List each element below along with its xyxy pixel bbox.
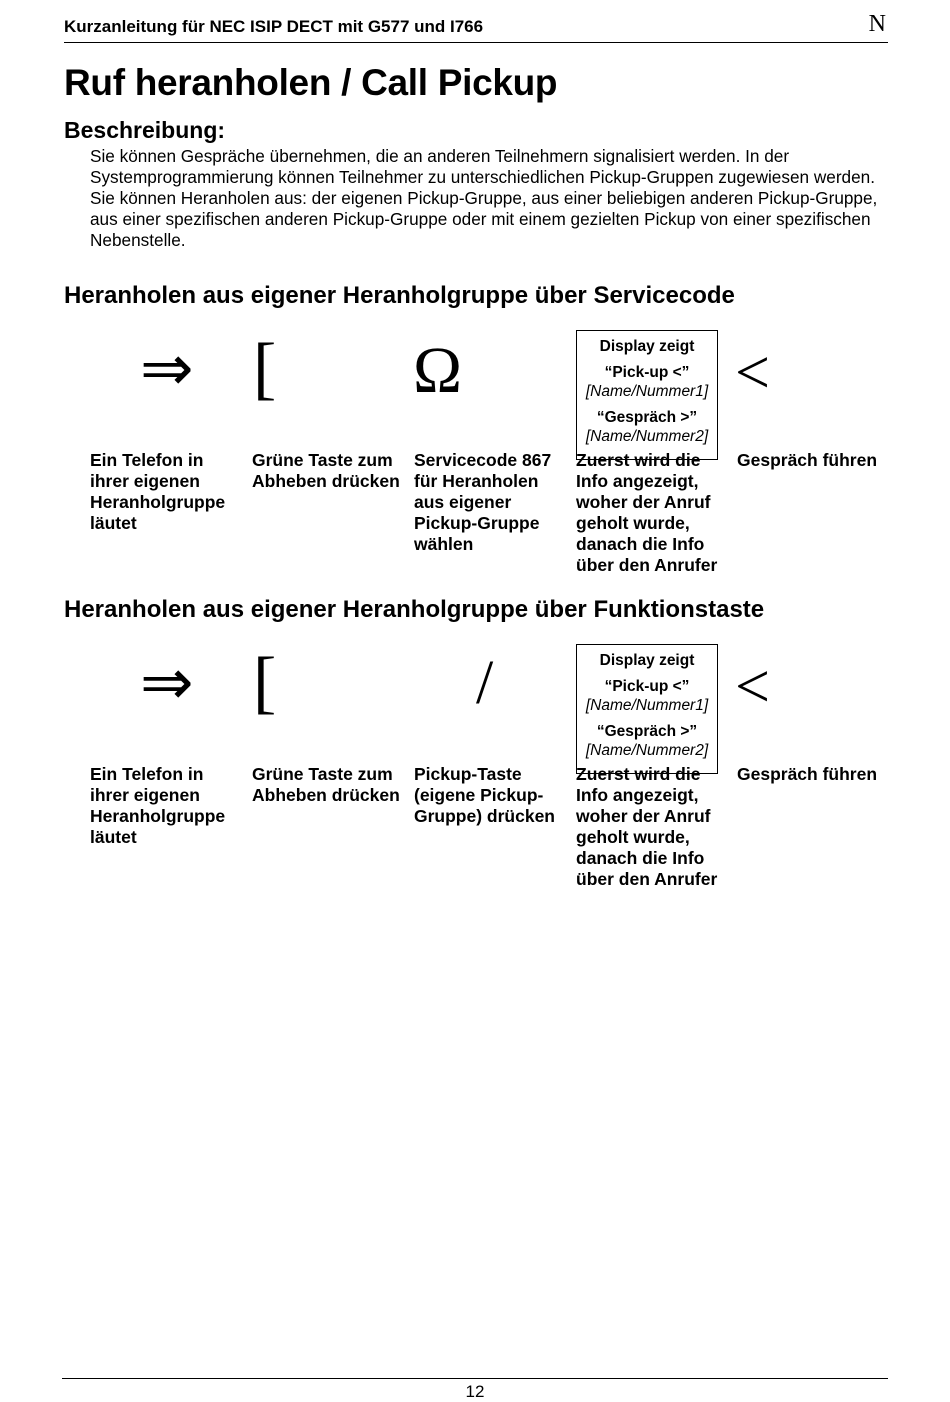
talk-icon: < — [735, 653, 770, 721]
display-name2: [Name/Nummer2] — [585, 742, 709, 759]
display-line-pickup: “Pick-up <” — [604, 364, 690, 381]
ringing-arrow-icon: ⇒ — [140, 646, 194, 720]
step-caption: Pickup-Taste (eigene Pickup-Gruppe) drücken — [414, 764, 555, 826]
page-title: Ruf heranholen / Call Pickup — [64, 62, 558, 103]
green-key-icon: [ — [253, 644, 277, 721]
talk-icon: < — [735, 339, 770, 407]
display-line-pickup: “Pick-up <” — [604, 678, 690, 695]
header-title: Kurzanleitung für NEC ISIP DECT mit G577 und I766 — [64, 17, 484, 36]
display-title: Display zeigt — [599, 338, 695, 355]
step-caption: Ein Telefon in ihrer eigenen Heranholgruppe läutet — [90, 450, 226, 533]
step-caption: Zuerst wird die Info angezeigt, woher der Anruf geholt wurde, danach die Info über den Anrufer — [576, 764, 718, 889]
display-name1: [Name/Nummer1] — [585, 697, 709, 714]
green-key-icon: [ — [253, 330, 277, 407]
description-text: Sie können Gespräche übernehmen, die an anderen Teilnehmern signalisiert werden. In der Systemprogrammierung können Teilnehmer zu unterschiedlichen Pickup-Gruppen zugewiesen werden. Sie können Heranholen aus: der eigenen Pickup-Gruppe, aus einer beliebigen anderen Pickup-Gruppe, aus einer spezifischen anderen Pickup-Gruppe oder mit einem gezielten Pickup von einer spezifischen Nebenstelle. — [90, 146, 878, 250]
step-caption: Gespräch führen — [737, 450, 878, 470]
section-title-servicecode: Heranholen aus eigener Heranholgruppe über Servicecode — [64, 282, 735, 309]
section-title-funktionstaste: Heranholen aus eigener Heranholgruppe über Funktionstaste — [64, 596, 765, 623]
pickup-key-icon: / — [476, 649, 494, 717]
display-line-gespraech: “Gespräch >” — [596, 723, 698, 740]
page-number: 12 — [465, 1382, 485, 1401]
display-name1: [Name/Nummer1] — [585, 383, 709, 400]
display-box — [576, 644, 718, 774]
ringing-arrow-icon: ⇒ — [140, 332, 194, 406]
step-caption: Ein Telefon in ihrer eigenen Heranholgruppe läutet — [90, 764, 226, 847]
display-box — [576, 330, 718, 460]
step-caption: Servicecode 867 für Heranholen aus eigener Pickup-Gruppe wählen — [414, 450, 552, 554]
display-title: Display zeigt — [599, 652, 695, 669]
servicecode-icon: Ω — [413, 334, 463, 407]
page-header — [64, 11, 888, 43]
footer-divider — [62, 1378, 888, 1379]
display-line-gespraech: “Gespräch >” — [596, 409, 698, 426]
step-caption: Grüne Taste zum Abheben drücken — [252, 764, 400, 805]
header-mark: N — [868, 11, 886, 37]
description-heading: Beschreibung: — [64, 117, 226, 143]
display-name2: [Name/Nummer2] — [585, 428, 709, 445]
step-caption: Grüne Taste zum Abheben drücken — [252, 450, 400, 491]
step-caption: Zuerst wird die Info angezeigt, woher der Anruf geholt wurde, danach die Info über den Anrufer — [576, 450, 718, 575]
step-caption: Gespräch führen — [737, 764, 878, 784]
